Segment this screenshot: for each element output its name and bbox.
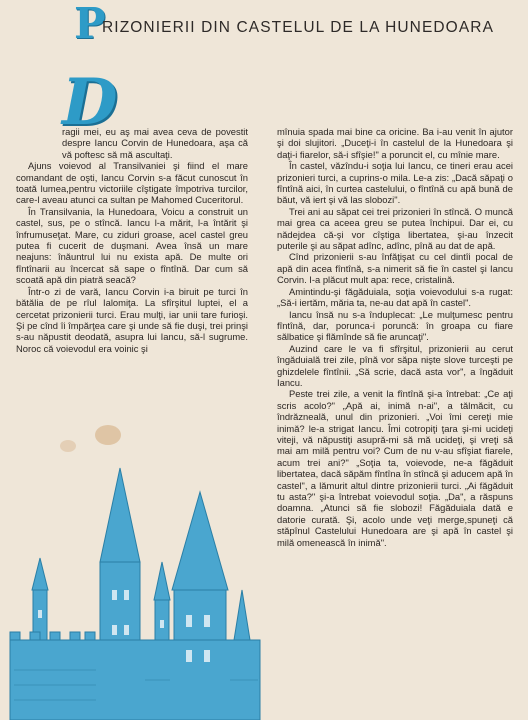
title-initial: P — [74, 0, 106, 48]
castle-illustration — [0, 440, 270, 720]
paragraph: În Transilvania, la Hunedoara, Voicu a construit un castel, sus, pe o stîncă. Iancu l-a mărit, l-a întărit şi înfrumuseţat. Mare, cu ziduri groase, acel castel greu putea fi cucerit de duşmani. Avea însă un mare neajuns: înăuntrul lui nu exista apă. De multe ori fîntînarii au încercat să sape o fîntînă. Dar cum să scoată apă din piatră seacă? — [16, 205, 248, 286]
paragraph: Amintindu-şi făgăduiala, soţia voievodului s-a rugat: „Să-i iertăm, măria ta, ne-au dat apă în castel". — [277, 285, 513, 309]
paragraph: mînuia spada mai bine ca oricine. Ba i-au venit în ajutor şi doi slujitori. „Duceţi-i în castelul de la Hunedoara şi daţi-i fiarelor, să-i sfîşie!" a poruncit el, cu mînie mare. — [277, 126, 513, 160]
paragraph: În castel, văzîndu-i soţia lui Iancu, ce tineri erau acei prizonieri turci, a cuprins-o mila. Le-a zis: „Dacă săpaţi o fîntînă aici, în curtea castelului, o fîntînă cu apă bună de băut, vă iert şi vă las slobozi". — [277, 160, 513, 206]
paragraph: Peste trei zile, a venit la fîntînă şi-a întrebat: „Ce aţi scris acolo?" „Apă ai, inimă n-ai", a tălmăcit, cu îndrăzneală, unul din prizonieri. „Voi îmi cereţi mie inimă? le-a strigat Iancu. Îmi cotropiţi ţara şi-mi ucideţi viteji, vă năpustiţi asupră-mi să mă ucideţi, şi vreţi să mai am milă pentru voi? Cum de nu v-au sfîşiat fiarele, acum trei ani?" „Soţia ta, voievode, ne-a făgăduit libertatea, dacă săpăm fîntîna în stîncă şi aducem apă în castel", a lămurit altul dintre prizonierii turci. „Ai făgăduit tu asta?" şi-a întrebat voievodul soţia. „Da", a răspuns doamna. „Atunci să fie slobozi! Făgăduiala dată e datorie curată. Şi, acolo unde veţi merge,spuneţi că stăpînul Castelului Hunedoara are şi apă în castel şi milă omenească în inimă". — [277, 388, 513, 548]
dropcap-letter: D — [62, 65, 118, 140]
right-column — [277, 126, 513, 548]
paragraph: Iancu însă nu s-a înduplecat: „Le mulţumesc pentru fîntînă, dar, porunca-i poruncă: în groapa cu fiare sălbatice şi flămînde să fie aruncaţi". — [277, 308, 513, 343]
paragraph: ragii mei, eu aş mai avea ceva de povestit despre Iancu Corvin de Hunedoara, aşa că vă poftesc să mă ascultaţi. — [62, 126, 248, 160]
title-text: RIZONIERII DIN CASTELUL DE LA HUNEDOARA — [102, 19, 495, 36]
paragraph: Trei ani au săpat cei trei prizonieri în stîncă. O muncă mai grea ca aceea greu se putea închipui. Dar ei, cu nădejdea că-şi vor cîştiga libertatea, şi-au înzecit puterile şi au săpat adînc, adînc, pînă au dat de apă. — [277, 205, 513, 252]
paragraph: Într-o zi de vară, Iancu Corvin i-a biruit pe turci în bătălia de pe rîul Ialomiţa. La sfîrşitul luptei, el a cercetat prizonierii turci. Erau mulţi, iar unii tare furioşi. Şi pe cînd îi împărţea care şi unde să fie duşi, trei prinşi s-au năpustit deodată, asupra lui Iancu, să-l sugrume. Noroc că voievodul era voinic şi — [16, 285, 248, 354]
story-title — [74, 2, 514, 50]
paragraph: Auzind care le va fi sfîrşitul, prizonierii au cerut îngăduială trei zile, pînă vor săpa nişte slove turceşti pe ghizdelele fîntînii. „Să scrie, dacă asta vor", a îngăduit Iancu. — [277, 342, 513, 388]
paragraph: Ajuns voievod al Transilvaniei şi fiind el mare comandant de oşti, Iancu Corvin s-a făcut cunoscut în toată lumea,pentru victoriile cîştigate împotriva turcilor, care-l aveau atunci ca sultan pe Mahomed Cuceritorul. — [16, 160, 248, 206]
paragraph: Cînd prizonierii s-au înfăţişat cu cel dintîi pocal de apă din acea fîntînă, s-a nimerit să fie în castel şi Iancu Corvin. I-a plăcut mult apa: rece, cristalină. — [277, 251, 513, 286]
left-column — [16, 126, 248, 354]
